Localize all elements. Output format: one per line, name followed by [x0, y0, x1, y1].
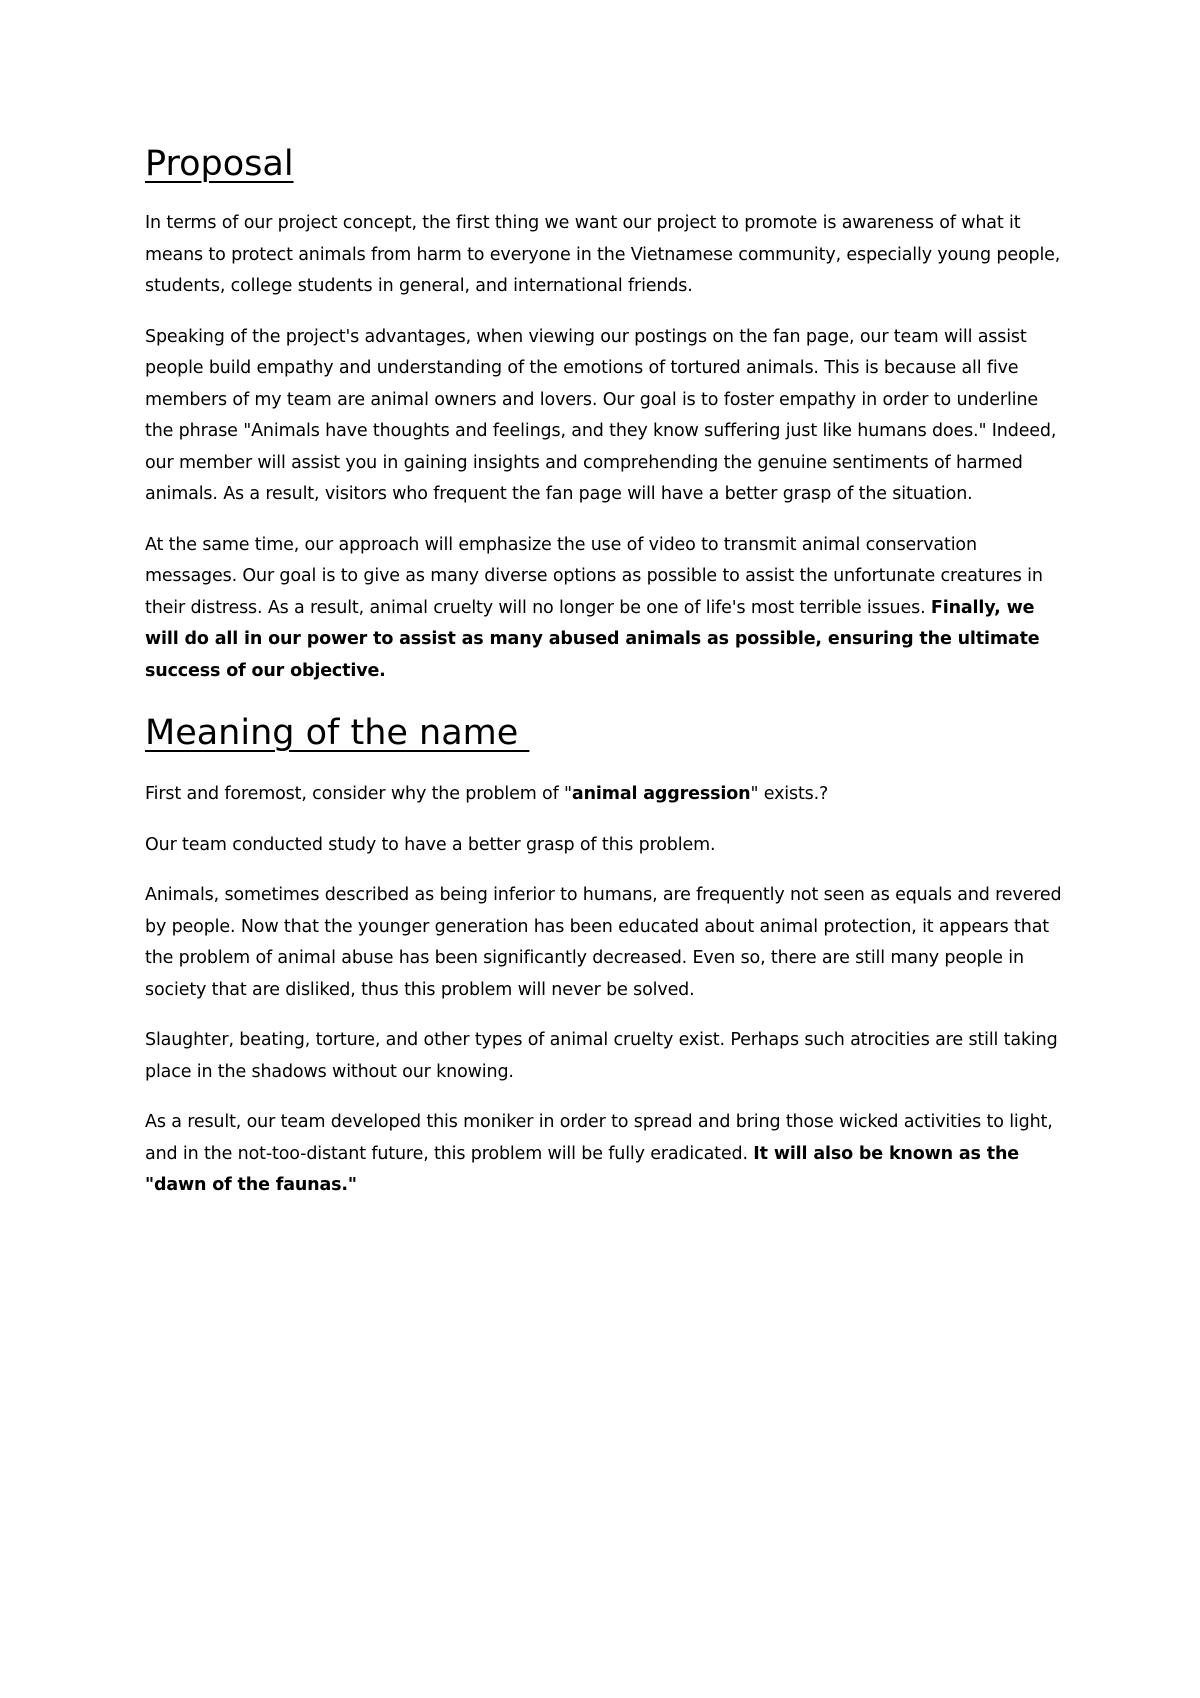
meaning-paragraph-4: Slaughter, beating, torture, and other types of animal cruelty exist. Perhaps such atrocities are still taking place in the shadows without our knowing. — [145, 1030, 1058, 1082]
meaning-paragraph-5-text: As a result, our team developed this moniker in order to spread and bring those wicked activities to light, and in the not-too-distant future, this problem will be fully eradicated. — [145, 1112, 1053, 1164]
proposal-paragraph-3 — [145, 530, 1065, 688]
meaning-paragraph-2: Our team conducted study to have a better grasp of this problem. — [145, 834, 716, 855]
meaning-paragraph-5 — [145, 1107, 1065, 1202]
meaning-paragraph-1-bold: animal aggression — [571, 784, 751, 804]
meaning-paragraph-1-tail: " exists.? — [750, 784, 829, 804]
meaning-paragraph-5-bold: It will also be known as the "dawn of the faunas." — [145, 1143, 1019, 1195]
proposal-paragraph-3-bold: Finally, we will do all in our power to assist as many abused animals as possible, ensuring the ultimate success of our objective. — [145, 597, 1040, 681]
proposal-paragraph-2: Speaking of the project's advantages, when viewing our postings on the fan page, our team will assist people build empathy and understanding of the emotions of tortured animals. This is because all five members of my team are animal owners and lovers. Our goal is to foster empathy in order to underline the phrase "Animals have thoughts and feelings, and they know suffering just like humans does." Indeed, our member will assist you in gaining insights and comprehending the genuine sentiments of harmed animals. As a result, visitors who frequent the fan page will have a better grasp of the situation. — [145, 326, 1057, 504]
meaning-paragraph-3: Animals, sometimes described as being inferior to humans, are frequently not seen as equals and revered by people. Now that the younger generation has been educated about animal protection, it appears that the problem of animal abuse has been significantly decreased. Even so, there are still many people in society that are disliked, thus this problem will never be solved. — [145, 885, 1062, 1000]
meaning-paragraph-1-lead: First and foremost, consider why the problem of " — [145, 784, 572, 804]
proposal-paragraph-1: In terms of our project concept, the first thing we want our project to promote is awareness of what it means to protect animals from harm to everyone in the Vietnamese community, especially young people, students, college students in general, and international friends. — [145, 213, 1061, 296]
proposal-heading: Proposal — [145, 144, 294, 184]
document-page — [145, 140, 1065, 1221]
proposal-paragraph-3-text: At the same time, our approach will emphasize the use of video to transmit animal conservation messages. Our goal is to give as many diverse options as possible to assist the unfortunate creatures in their distress. As a result, animal cruelty will no longer be one of life's most terrible issues. — [145, 534, 1043, 618]
meaning-heading: Meaning of the name — [145, 713, 530, 753]
meaning-paragraph-1 — [145, 779, 1065, 811]
